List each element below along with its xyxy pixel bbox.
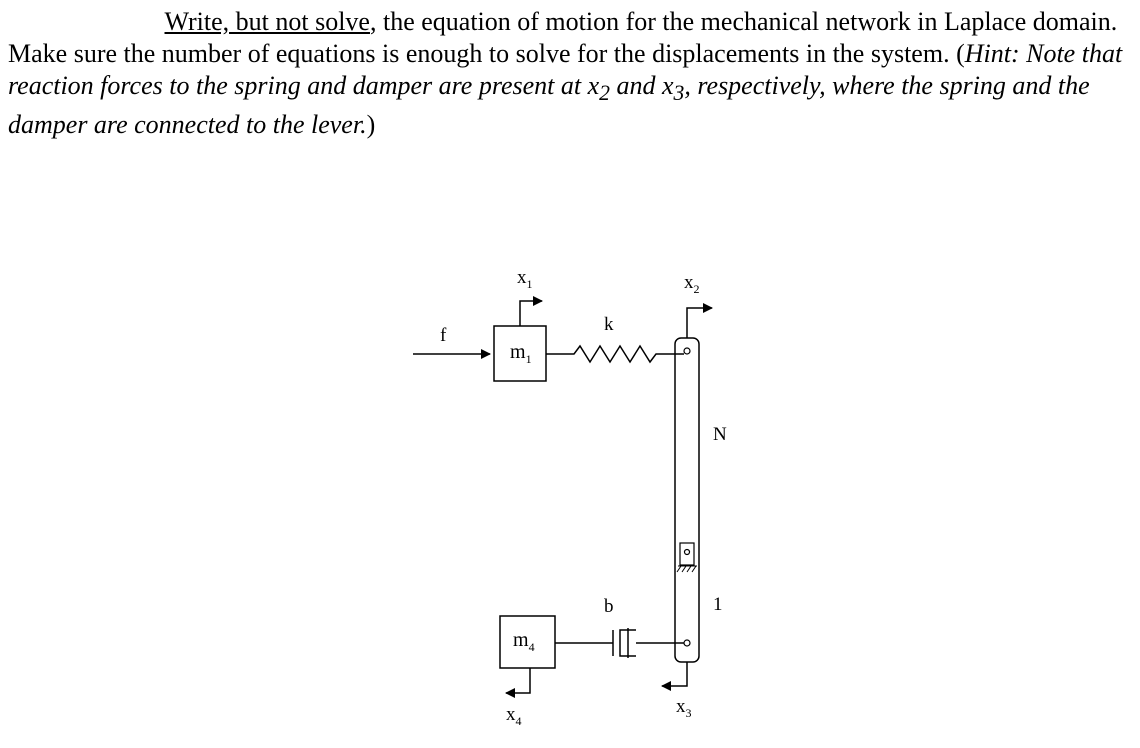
x3-arrow: [662, 662, 687, 686]
mass-m1-label: $m_1$: [510, 341, 532, 366]
x4-arrow: [506, 668, 530, 693]
instruction-underlined: Write, but not solve: [164, 7, 370, 36]
x2-label: $x_2$: [684, 272, 700, 296]
lever-top-joint: [684, 348, 690, 354]
lever: [675, 338, 699, 662]
lever-bottom-joint: [684, 640, 690, 646]
pivot-point: [685, 550, 690, 555]
hint-text: Hint: Note that reaction forces to the spring and damper are present at $x_2$ and $x_3$, respectively, where the spring and the damper are connected to the lever.: [8, 39, 1123, 140]
spring-label: k: [604, 314, 614, 335]
damper-b: [555, 628, 684, 658]
ratio-N-label: N: [713, 424, 727, 445]
x1-label: $x_1$: [517, 267, 533, 291]
x2-arrow: [687, 308, 712, 338]
mass-m4-label: $m_4$: [513, 629, 535, 654]
spring-k: [546, 346, 684, 362]
x3-label: $x_3$: [676, 696, 692, 720]
problem-body: , the equation of motion for the mechanical network in Laplace domain. Make sure the number of equations is enough to solve for the displacements in the system. (: [8, 7, 1118, 68]
x1-arrow: [520, 301, 542, 326]
x4-label: $x_4$: [506, 704, 522, 728]
force-label: f: [440, 325, 447, 346]
damper-label: b: [604, 596, 614, 617]
ground-hatch: [677, 566, 697, 572]
ratio-1-label: 1: [713, 594, 723, 615]
closing-paren: ): [366, 110, 376, 140]
